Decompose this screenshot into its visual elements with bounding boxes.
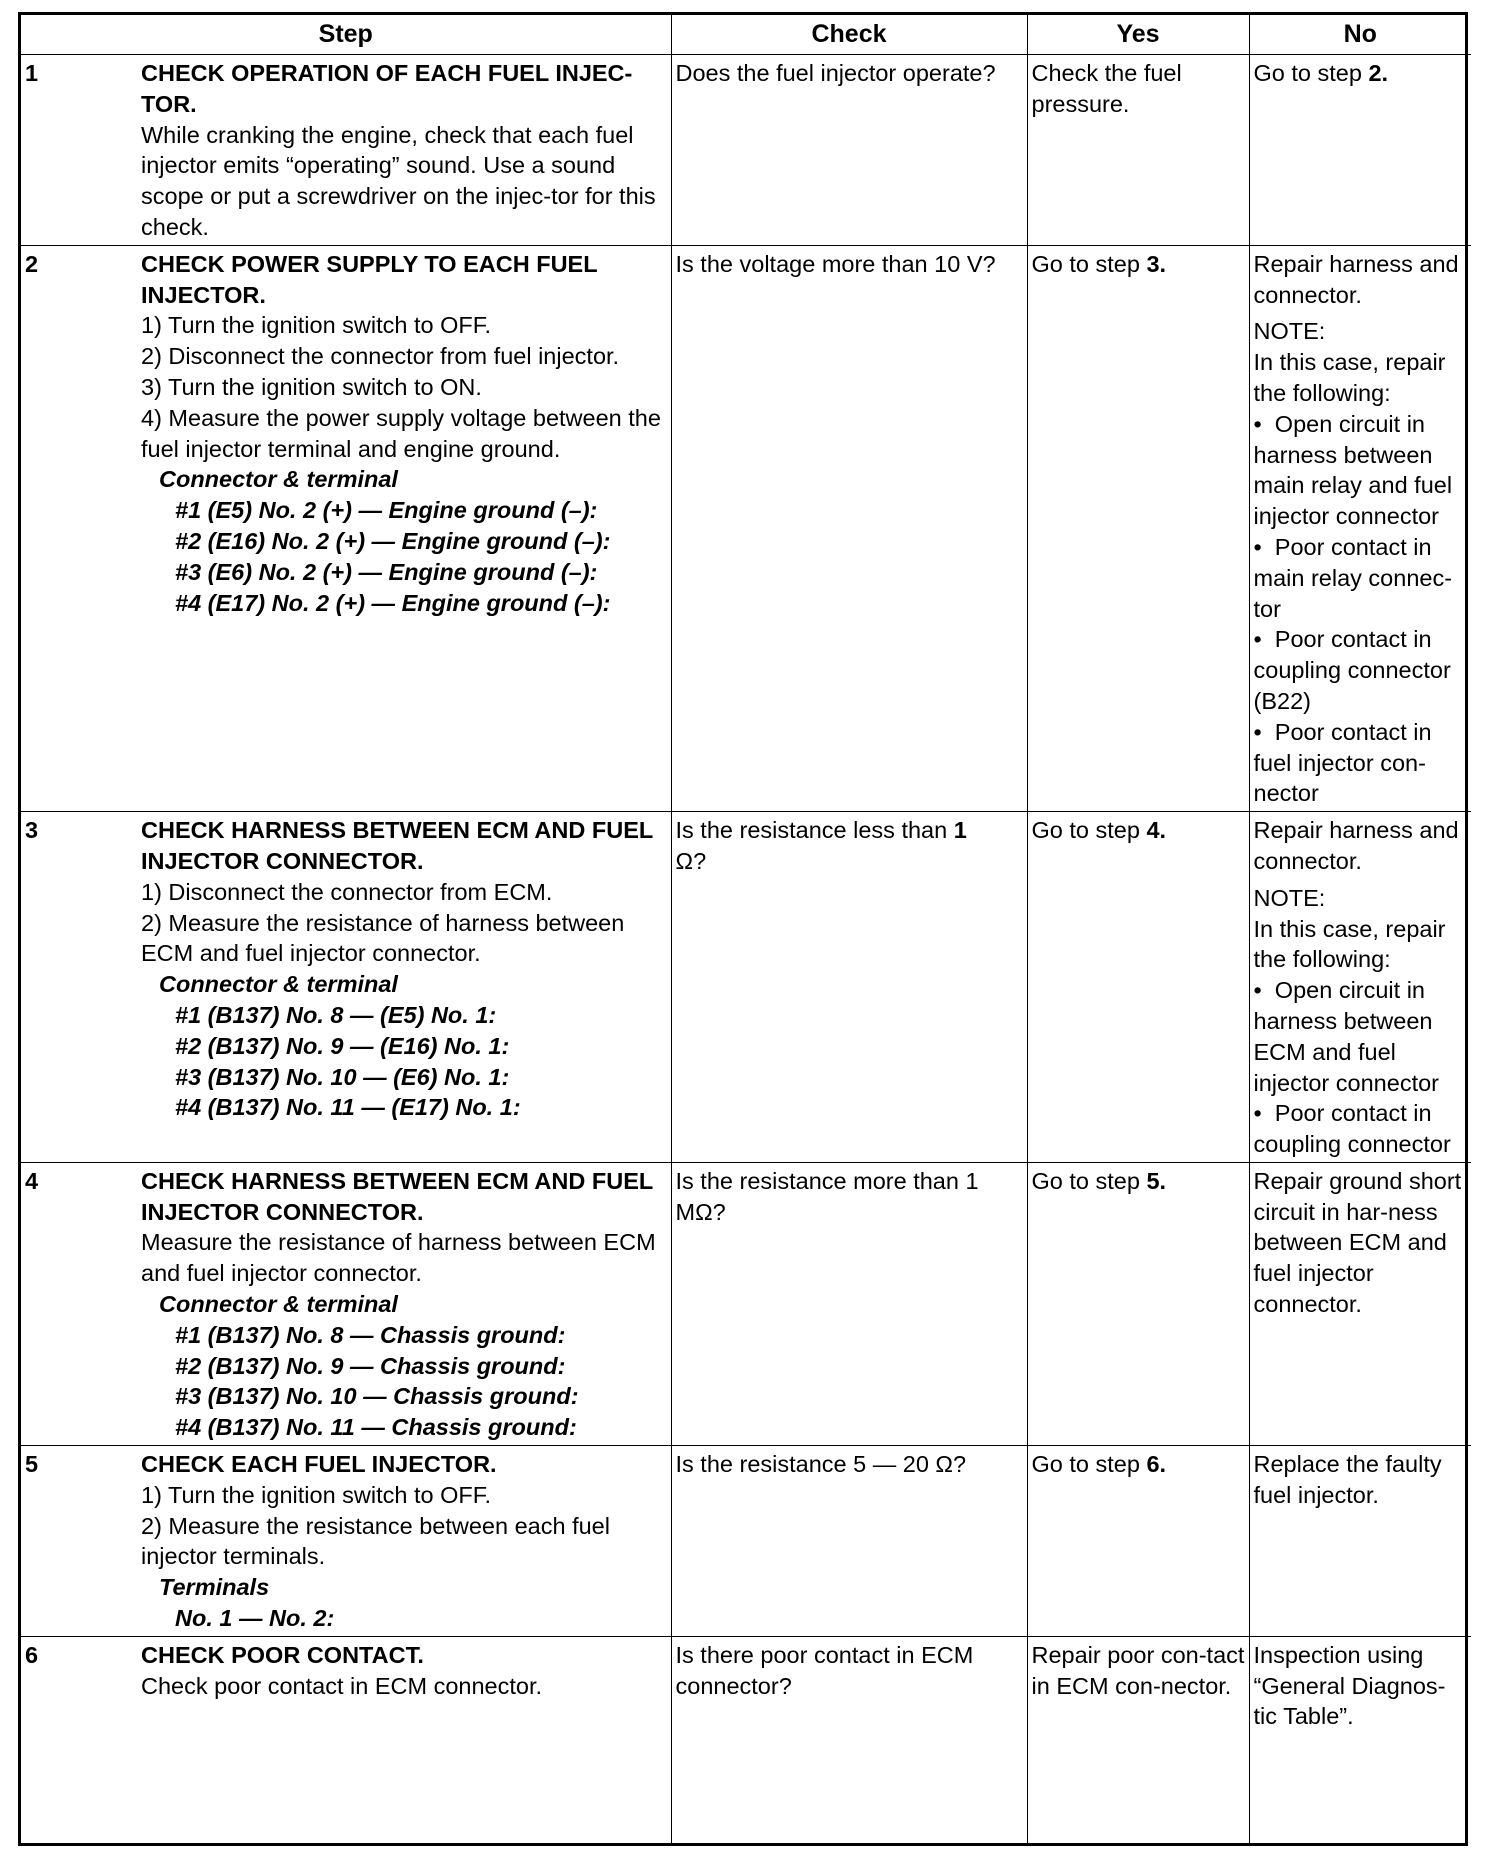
terminal-spec: #1 (B137) No. 8 — (E5) No. 1: (175, 1001, 497, 1028)
check-text: Is the resistance less than (675, 817, 948, 844)
table-row-step-5 (21, 1446, 1471, 1637)
go-to-step-number: 5. (1146, 1167, 1167, 1194)
step-body: Check poor contact in ECM connector. (141, 1672, 543, 1699)
go-to-step-number: 6. (1146, 1451, 1167, 1478)
step-cell (21, 245, 671, 811)
connector-heading: Connector & terminal (159, 971, 398, 998)
table-row-step-1 (21, 55, 1471, 246)
no-text: Go to step (1253, 60, 1362, 86)
terminal-spec: #3 (E6) No. 2 (+) — Engine ground (–): (175, 558, 598, 585)
go-to-step-number: 3. (1146, 250, 1167, 277)
check-cell: Is the resistance 5 — 20 Ω? (671, 1446, 1027, 1637)
note-intro: In this case, repair the following: (1253, 915, 1446, 973)
note-label: NOTE: (1253, 318, 1326, 345)
check-cell: Does the fuel injector operate? (671, 55, 1027, 246)
no-text: Repair harness and connector. (1253, 250, 1459, 308)
note-bullet: • Poor contact in coupling connector (1253, 1100, 1451, 1158)
step-title: CHECK EACH FUEL INJECTOR. (141, 1451, 497, 1478)
step-title: CHECK HARNESS BETWEEN ECM AND FUEL INJECTOR CONNECTOR. (141, 1167, 653, 1225)
note-bullet: • Open circuit in harness between ECM and fuel injector connector (1253, 977, 1439, 1096)
step-body: Measure the resistance of harness between ECM and fuel injector connector. (141, 1229, 656, 1287)
terminal-spec: #2 (B137) No. 9 — (E16) No. 1: (175, 1032, 510, 1059)
terminal-spec: #3 (B137) No. 10 — (E6) No. 1: (175, 1063, 510, 1090)
instruction-item: 2) Disconnect the connector from fuel injector. (141, 343, 620, 370)
header-check: Check (671, 15, 1027, 55)
no-cell (1249, 245, 1471, 811)
check-cell: Is there poor contact in ECM connector? (671, 1636, 1027, 1843)
step-title: CHECK OPERATION OF EACH FUEL INJEC-TOR. (141, 60, 633, 117)
note-bullet: • Poor contact in main relay connec-tor (1253, 533, 1453, 622)
check-unit: Ω? (675, 847, 707, 874)
header-yes: Yes (1027, 15, 1249, 55)
note-intro: In this case, repair the following: (1253, 349, 1446, 406)
note-label: NOTE: (1253, 884, 1326, 911)
step-number: 4 (25, 1167, 39, 1194)
note-bullet: • Open circuit in harness between main relay and fuel injector connector (1253, 410, 1453, 530)
terminal-spec: #4 (B137) No. 11 — (E17) No. 1: (175, 1094, 521, 1121)
diagnostic-table-page (18, 12, 1468, 1846)
table-row-step-3 (21, 812, 1471, 1163)
note-bullet: • Poor contact in coupling connector (B22) (1253, 626, 1451, 714)
step-number: 6 (25, 1641, 39, 1668)
note-bullet: • Poor contact in fuel injector con-nector (1253, 718, 1432, 807)
check-value: 1 (953, 817, 967, 844)
table-row-step-2 (21, 245, 1471, 811)
header-no: No (1249, 15, 1471, 55)
table-header-row (21, 15, 1471, 55)
terminal-spec: #1 (B137) No. 8 — Chassis ground: (175, 1321, 566, 1348)
step-cell (21, 1446, 671, 1637)
yes-text: Go to step (1031, 817, 1140, 844)
step-number: 2 (25, 250, 39, 277)
terminal-spec: No. 1 — No. 2: (175, 1605, 335, 1632)
step-title: CHECK POOR CONTACT. (141, 1641, 424, 1668)
yes-cell (1027, 1446, 1249, 1637)
yes-text: Go to step (1031, 250, 1140, 277)
instruction-item: 2) Measure the resistance between each fuel injector terminals. (141, 1512, 610, 1570)
terminal-spec: #4 (E17) No. 2 (+) — Engine ground (–): (175, 589, 611, 616)
check-cell: Is the resistance more than 1 MΩ? (671, 1162, 1027, 1445)
no-cell (1249, 55, 1471, 246)
yes-cell: Check the fuel pressure. (1027, 55, 1249, 246)
instruction-item: 2) Measure the resistance of harness between ECM and fuel injector connector. (141, 909, 625, 967)
instruction-item: 4) Measure the power supply voltage between the fuel injector terminal and engine ground. (141, 404, 661, 462)
instruction-item: 3) Turn the ignition switch to ON. (141, 373, 482, 400)
instruction-item: 1) Turn the ignition switch to OFF. (141, 1481, 492, 1508)
terminals-heading: Terminals (159, 1574, 270, 1601)
step-body: While cranking the engine, check that each fuel injector emits “operating” sound. Use a sound scope or put a screwdriver on the injec-tor for this check. (141, 121, 656, 240)
no-cell: Repair ground short circuit in har-ness between ECM and fuel injector connector. (1249, 1162, 1471, 1445)
instruction-item: 1) Turn the ignition switch to OFF. (141, 312, 492, 339)
check-cell (671, 812, 1027, 1163)
step-number: 1 (25, 60, 39, 86)
yes-text: Go to step (1031, 1451, 1140, 1478)
yes-cell: Repair poor con-tact in ECM con-nector. (1027, 1636, 1249, 1843)
terminal-spec: #3 (B137) No. 10 — Chassis ground: (175, 1383, 579, 1410)
step-cell (21, 812, 671, 1163)
step-cell (21, 1636, 671, 1843)
step-cell (21, 1162, 671, 1445)
no-cell: Inspection using “General Diagnos-tic Table”. (1249, 1636, 1471, 1843)
yes-cell (1027, 812, 1249, 1163)
step-number: 5 (25, 1451, 39, 1478)
table-row-step-6 (21, 1636, 1471, 1843)
check-cell: Is the voltage more than 10 V? (671, 245, 1027, 811)
yes-cell (1027, 245, 1249, 811)
header-step: Step (21, 15, 671, 55)
no-text: Repair harness and connector. (1253, 817, 1459, 874)
step-number: 3 (25, 817, 39, 844)
step-title: CHECK HARNESS BETWEEN ECM AND FUEL INJECTOR CONNECTOR. (141, 817, 653, 874)
yes-text: Go to step (1031, 1167, 1140, 1194)
yes-cell (1027, 1162, 1249, 1445)
no-cell: Replace the faulty fuel injector. (1249, 1446, 1471, 1637)
go-to-step-number: 2. (1368, 60, 1389, 86)
terminal-spec: #1 (E5) No. 2 (+) — Engine ground (–): (175, 497, 598, 524)
step-cell (21, 55, 671, 246)
connector-heading: Connector & terminal (159, 466, 398, 493)
table-row-step-4 (21, 1162, 1471, 1445)
step-title: CHECK POWER SUPPLY TO EACH FUEL INJECTOR. (141, 250, 598, 308)
terminal-spec: #4 (B137) No. 11 — Chassis ground: (175, 1414, 577, 1441)
no-cell (1249, 812, 1471, 1163)
instruction-item: 1) Disconnect the connector from ECM. (141, 878, 553, 905)
connector-heading: Connector & terminal (159, 1291, 398, 1318)
terminal-spec: #2 (E16) No. 2 (+) — Engine ground (–): (175, 527, 611, 554)
terminal-spec: #2 (B137) No. 9 — Chassis ground: (175, 1352, 566, 1379)
diagnostic-table (21, 15, 1471, 1843)
go-to-step-number: 4. (1146, 817, 1167, 844)
